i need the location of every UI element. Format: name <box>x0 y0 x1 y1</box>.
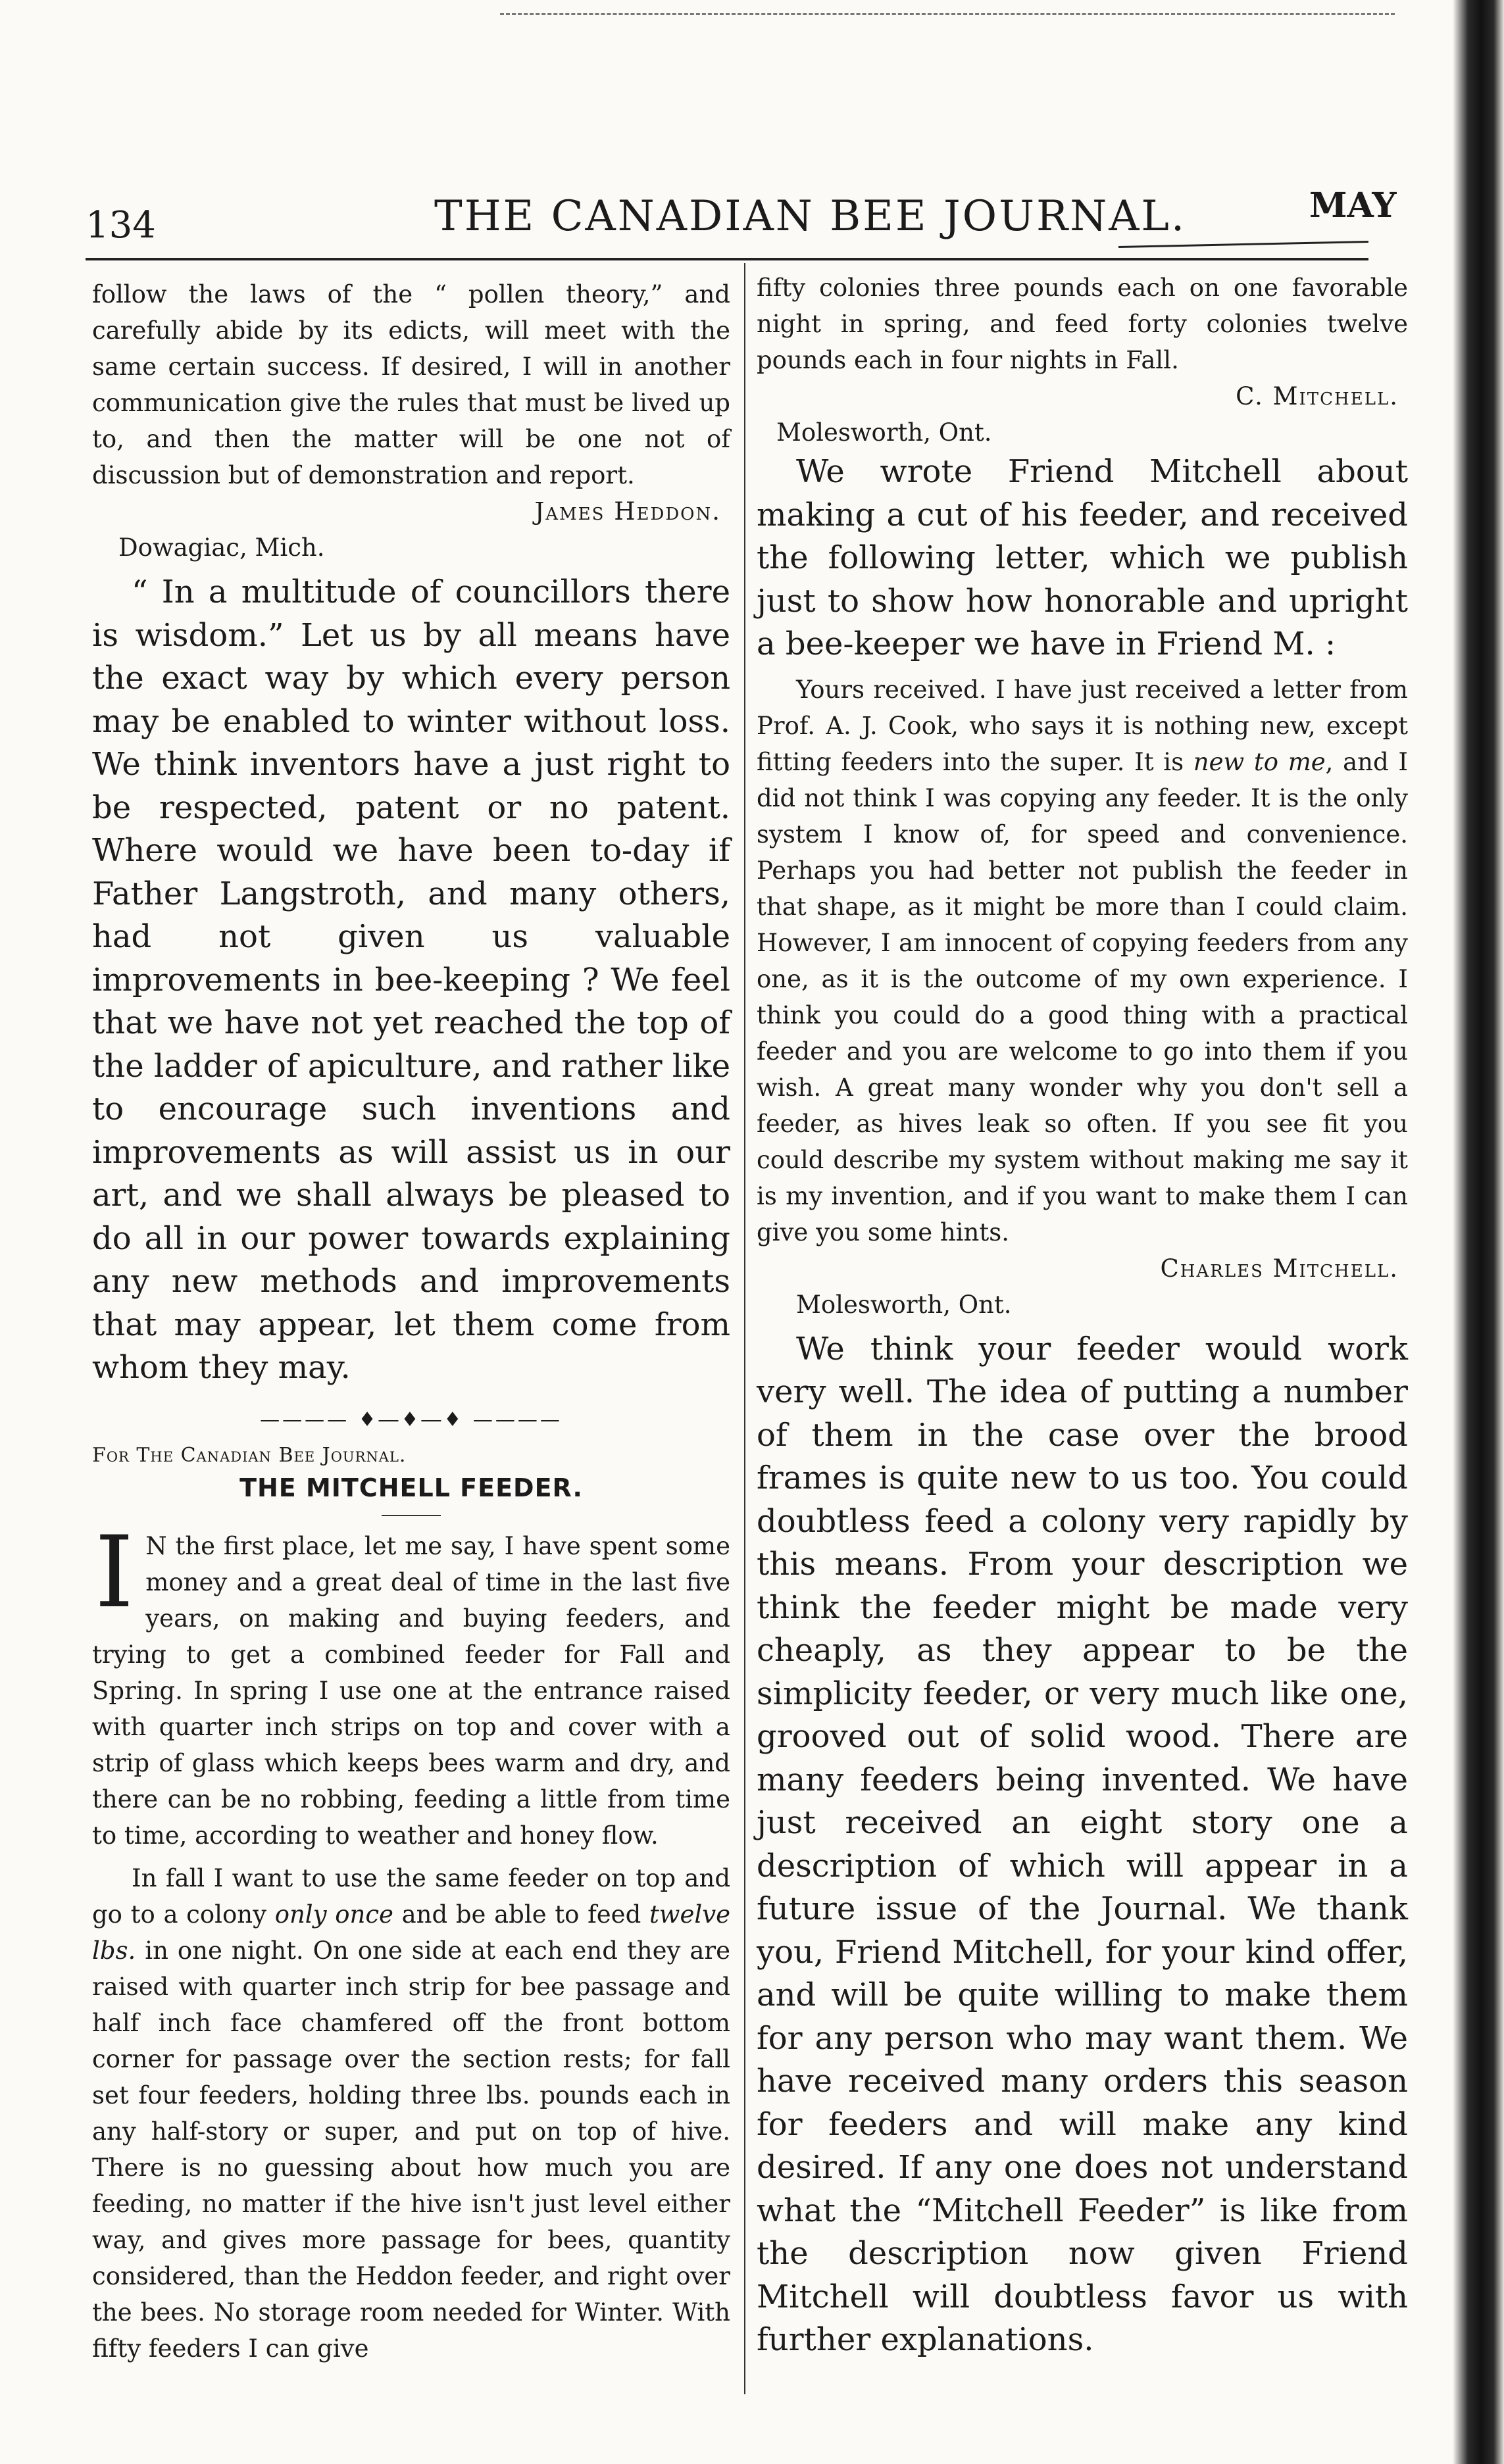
editorial-cut-request: We wrote Friend Mitchell about making a cut of his feeder, and received the following letter, which we publish just to show how honorable and upright a bee-keeper we have in Friend M. : <box>757 453 1408 662</box>
editorial-councillors: “ In a multitude of councillors there is wisdom.” Let us by all means have the exact way by which every person may be enabled to winter without loss. We think inventors have a just right to be respected, patent or no patent. Where would we have been to-day if Father Langstroth, and many others, had not given us valuable improvements in bee-keeping ? We feel that we have not yet reached the top of the ladder of apiculture, and rather like to encourage such inventions and improvements as will assist us in our art, and we shall always be pleased to do all in our power towards explaining any new methods and improvements that may appear, let them come from whom they may. <box>92 574 730 1386</box>
column-divider <box>744 263 745 2394</box>
editorial-reply: We think your feeder would work very well. The idea of putting a number of them in the case over the brood frames is quite new to us too. You could doubtless feed a colony very rapidly by this means. From your description we think the feeder might be made very cheaply, as they appear to be the simplicity feeder, or very much like one, grooved out of solid wood. There are many feeders being invented. We have just received an eight story one a description of which will appear in a future issue of the Journal. We thank you, Friend Mitchell, for your kind offer, and will be quite willing to make them for any person who may want them. We have received many orders this season for feeders and will make any kind desired. If any one does not understand what the “Mitchell Feeder” is like from the description now given Friend Mitchell will doubtless favor us with further explanations. <box>757 1330 1408 2358</box>
drop-cap: I <box>95 1515 134 1630</box>
mitchell-letter <box>757 672 1408 1250</box>
signature-charles-mitchell: Charles Mitchell. <box>1160 1254 1399 1283</box>
top-dashed-rule <box>500 13 1395 15</box>
place-dowagiac: Dowagiac, Mich. <box>118 533 325 562</box>
issue-month: MAY <box>1309 185 1397 226</box>
mitchell-paragraph-1-text: N the first place, let me say, I have spent some money and a great deal of time in the last five years, on making and buying feeders, and trying to get a combined feeder for Fall and Spring. In spring I use one at the entrance raised with quarter inch strips on top and cover with a strip of glass which keeps bees warm and dry, and there can be no robbing, feeding a little from time to time, according to weather and honey flow. <box>92 1531 730 1850</box>
page-header <box>86 185 1447 251</box>
place-molesworth-2: Molesworth, Ont. <box>796 1290 1012 1319</box>
mitchell-p2-part-a: In fall I want to use the same feeder on top and go to a colony <box>92 1863 730 1929</box>
article-byline: For The Canadian Bee Journal. <box>92 1443 407 1467</box>
mitchell-p2-part-b: and be able to feed <box>393 1900 649 1929</box>
header-rule <box>86 258 1368 260</box>
left-column <box>92 276 730 2367</box>
letter-part-a: Yours received. I have just received a letter from Prof. A. J. Cook, who says it is nothing new, except fitting feeders into the super. It is <box>757 675 1408 776</box>
signature-heddon: James Heddon. <box>534 497 721 526</box>
signature-c-mitchell: C. Mitchell. <box>1236 382 1399 410</box>
heddon-paragraph: follow the laws of the “ pollen theory,” and carefully abide by its edicts, will meet with the same certain success. If desired, I will in another communication give the rules that must be lived up to, and then the matter will be one not of discussion but of demonstration and report. <box>92 280 730 489</box>
article-title: THE MITCHELL FEEDER. <box>239 1473 583 1502</box>
mitchell-p2-emphasis-once: only once <box>274 1900 393 1929</box>
binding-shadow <box>1453 0 1504 2464</box>
place-molesworth-1: Molesworth, Ont. <box>776 418 992 447</box>
right-column <box>757 270 1408 2362</box>
mitchell-continuation: fifty colonies three pounds each on one favorable night in spring, and feed forty colonies twelve pounds each in four nights in Fall. <box>757 274 1408 374</box>
journal-title: THE CANADIAN BEE JOURNAL. <box>434 192 1187 241</box>
section-ornament: ———— ♦―♦―♦ ———— <box>260 1408 563 1431</box>
title-rule <box>382 1515 441 1516</box>
mitchell-p2-part-c: in one night. On one side at each end they are raised with quarter inch strip for bee passage and half inch face chamfered off the front bottom corner for passage over the section rests; for fall set four feeders, holding three lbs. pounds each in any half-story or super, and put on top of hive. There is no guessing about how much you are feeding, no matter if the hive isn't just level either way, and gives more passage for bees, quantity considered, than the Heddon feeder, and right over the bees. No storage room needed for Winter. With fifty feeders I can give <box>92 1936 730 2363</box>
mitchell-paragraph-1 <box>92 1515 730 1854</box>
mitchell-p2-emphasis-lbs: twelve lbs. <box>92 1900 731 1965</box>
letter-part-b: , and I did not think I was copying any feeder. It is the only system I know of, for speed and convenience. Perhaps you had better not publish the feeder in that shape, as it might be more than I could claim. However, I am innocent of copying feeders from any one, as it is the outcome of my own experience. I think you could do a good thing with a practical feeder and you are welcome to go into them if you wish. A great many wonder why you don't sell a feeder, as hives leak so often. If you see fit you could describe my system without making me say it is my invention, and if you want to make them I can give you some hints. <box>757 747 1408 1246</box>
mitchell-paragraph-2 <box>92 1860 730 2367</box>
page-number: 134 <box>86 204 156 247</box>
letter-emphasis: new to me <box>1193 747 1326 776</box>
